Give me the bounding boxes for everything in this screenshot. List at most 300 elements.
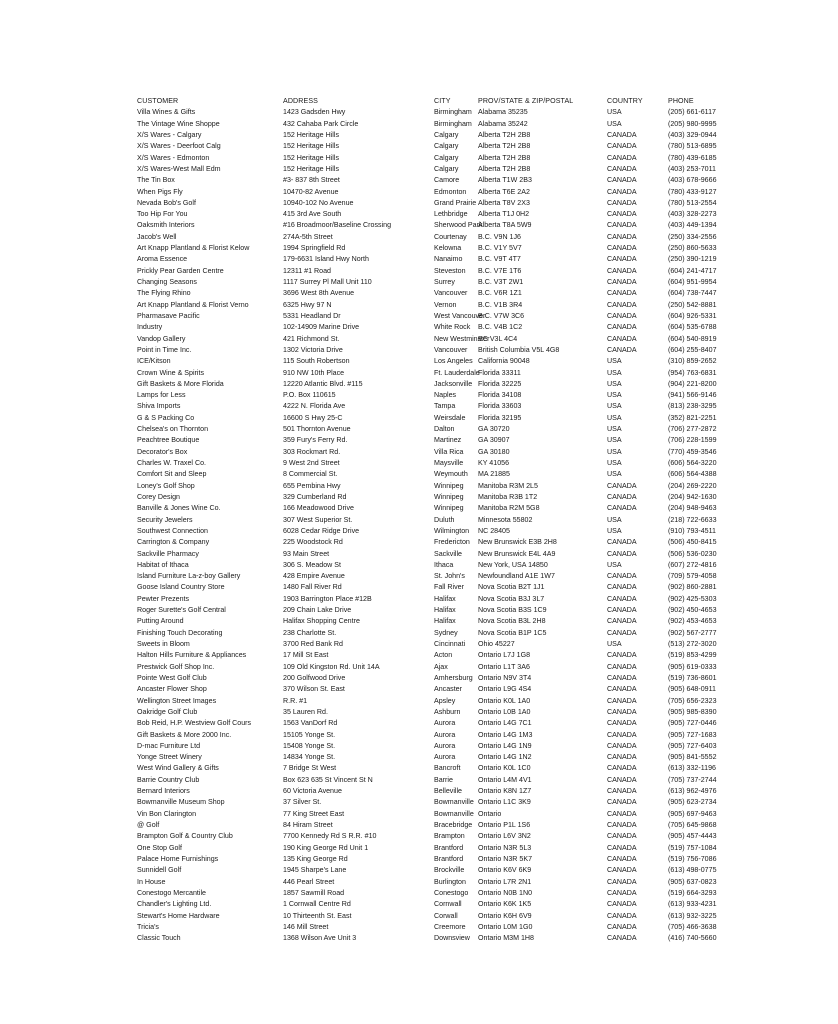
- table-row: [137, 877, 737, 888]
- table-row: [137, 605, 737, 616]
- cell-prov: Alberta T1W 2B3: [478, 176, 532, 185]
- cell-prov: New Brunswick E3B 2H8: [478, 538, 557, 547]
- cell-city: Lethbridge: [434, 210, 468, 219]
- cell-city: Acton: [434, 651, 453, 660]
- cell-address: 209 Chain Lake Drive: [283, 606, 352, 615]
- cell-prov: Minnesota 55802: [478, 515, 533, 524]
- cell-city: Vancouver: [434, 345, 468, 354]
- table-row: [137, 922, 737, 933]
- cell-country: CANADA: [607, 854, 637, 863]
- cell-prov: Ontario L0M 1G0: [478, 922, 533, 931]
- cell-phone: (770) 459-3546: [668, 447, 717, 456]
- cell-city: Cincinnati: [434, 640, 466, 648]
- cell-customer: Sackville Pharmacy: [137, 549, 199, 558]
- cell-city: Bowmanville: [434, 798, 474, 807]
- cell-customer: Jacob's Well: [137, 232, 177, 241]
- cell-prov: BC V3L 4C4: [478, 334, 518, 343]
- cell-phone: (519) 853-4299: [668, 651, 717, 660]
- cell-country: CANADA: [607, 877, 637, 886]
- cell-phone: (905) 985-8390: [668, 707, 717, 716]
- cell-customer: Carrington & Company: [137, 538, 210, 547]
- table-row: [137, 424, 737, 435]
- cell-prov: Alabama 35235: [478, 108, 528, 117]
- cell-city: Sherwood Park: [434, 221, 483, 230]
- table-row: [137, 684, 737, 695]
- cell-customer: Security Jewelers: [137, 515, 193, 524]
- cell-customer: Too Hip For You: [137, 210, 188, 219]
- cell-prov: New Brunswick E4L 4A9: [478, 549, 556, 558]
- cell-country: CANADA: [607, 673, 637, 682]
- table-row: [137, 560, 737, 571]
- table-row: [137, 288, 737, 299]
- cell-prov: B.C. V9T 4T7: [478, 255, 521, 264]
- table-row: [137, 730, 737, 741]
- cell-address: 77 King Street East: [283, 809, 345, 818]
- column-header-address: ADDRESS: [283, 97, 318, 105]
- cell-address: 15408 Yonge St.: [283, 741, 336, 750]
- cell-phone: (902) 860-2881: [668, 583, 717, 592]
- cell-country: CANADA: [607, 142, 637, 151]
- cell-city: Surrey: [434, 278, 455, 286]
- table-row: [137, 141, 737, 152]
- table-row: [137, 300, 737, 311]
- cell-customer: Palace Home Furnishings: [137, 854, 219, 863]
- cell-country: CANADA: [607, 685, 637, 694]
- table-row: [137, 368, 737, 379]
- cell-phone: (205) 661-6117: [668, 108, 716, 117]
- cell-phone: (519) 736-8601: [668, 673, 717, 682]
- cell-prov: Alberta T2H 2B8: [478, 153, 531, 162]
- column-header-prov-state-zip-postal: PROV/STATE & ZIP/POSTAL: [478, 97, 574, 105]
- cell-phone: (780) 513-6895: [668, 142, 717, 151]
- cell-city: Brampton: [434, 832, 465, 841]
- cell-address: 1563 VanDorf Rd: [283, 719, 338, 728]
- table-header-row: [137, 96, 737, 107]
- table-row: [137, 933, 737, 944]
- cell-city: Conestogo: [434, 888, 469, 897]
- cell-customer: Finishing Touch Decorating: [137, 628, 223, 637]
- cell-phone: (250) 542-8881: [668, 300, 717, 309]
- cell-prov: Florida 33311: [478, 368, 521, 377]
- cell-prov: Ontario N9V 3T4: [478, 673, 532, 682]
- cell-city: Aurora: [434, 741, 456, 750]
- cell-city: Cornwall: [434, 900, 462, 909]
- cell-prov: Alberta T8V 2X3: [478, 198, 530, 207]
- cell-city: Villa Rica: [434, 447, 464, 456]
- cell-phone: (902) 453-4653: [668, 617, 717, 626]
- table-row: [137, 447, 737, 458]
- cell-phone: (506) 536-0230: [668, 549, 717, 558]
- cell-address: 135 King George Rd: [283, 854, 348, 863]
- cell-customer: Habitat of Ithaca: [137, 560, 189, 569]
- table-row: [137, 401, 737, 412]
- cell-customer: Ancaster Flower Shop: [137, 685, 207, 694]
- table-row: [137, 526, 737, 537]
- cell-city: Bancroft: [434, 764, 461, 773]
- table-row: [137, 458, 737, 469]
- cell-address: 225 Woodstock Rd: [283, 538, 343, 547]
- cell-customer: Chelsea's on Thornton: [137, 425, 209, 434]
- table-row: [137, 175, 737, 186]
- cell-country: USA: [607, 119, 622, 128]
- cell-country: CANADA: [607, 130, 637, 139]
- customer-address-table: [137, 96, 737, 944]
- cell-city: Ashburn: [434, 707, 461, 716]
- cell-customer: The Vintage Wine Shoppe: [137, 119, 220, 128]
- cell-address: 1994 Springfield Rd: [283, 244, 346, 253]
- cell-country: USA: [607, 515, 622, 524]
- cell-phone: (204) 269-2220: [668, 481, 717, 490]
- cell-prov: Ontario L4G 1N9: [478, 741, 532, 750]
- cell-address: 307 West Superior St.: [283, 515, 353, 524]
- cell-address: P.O. Box 110615: [283, 391, 336, 400]
- cell-city: Grand Prairie: [434, 198, 477, 207]
- cell-customer: When Pigs Fly: [137, 187, 183, 196]
- customer-table-container: [137, 96, 737, 944]
- cell-country: CANADA: [607, 572, 637, 581]
- table-row: [137, 379, 737, 390]
- table-row: [137, 911, 737, 922]
- cell-city: Bracebridge: [434, 821, 473, 829]
- cell-phone: (705) 645-9868: [668, 821, 717, 829]
- cell-city: Brantford: [434, 843, 464, 852]
- table-row: [137, 435, 737, 446]
- cell-city: Vancouver: [434, 289, 468, 298]
- cell-prov: Ontario L4G 1M3: [478, 730, 533, 739]
- cell-address: 6325 Hwy 97 N: [283, 300, 332, 309]
- column-header-customer: CUSTOMER: [137, 97, 179, 105]
- cell-prov: Alabama 35242: [478, 119, 528, 128]
- cell-country: USA: [607, 526, 622, 535]
- cell-customer: Crown Wine & Spirits: [137, 368, 205, 377]
- cell-customer: Point in Time Inc.: [137, 345, 192, 354]
- cell-address: 93 Main Street: [283, 549, 330, 558]
- cell-city: Weymouth: [434, 470, 468, 479]
- cell-prov: Alberta T1J 0H2: [478, 210, 530, 219]
- cell-country: CANADA: [607, 662, 637, 671]
- table-row: [137, 164, 737, 175]
- table-row: [137, 549, 737, 560]
- cell-country: CANADA: [607, 606, 637, 615]
- cell-country: CANADA: [607, 334, 637, 343]
- cell-customer: D-mac Furniture Ltd: [137, 741, 201, 750]
- cell-address: 7 Bridge St West: [283, 764, 337, 773]
- cell-prov: Ohio 45227: [478, 640, 515, 648]
- cell-city: Dalton: [434, 425, 455, 434]
- cell-country: CANADA: [607, 651, 637, 660]
- cell-customer: Corey Design: [137, 492, 180, 501]
- cell-country: USA: [607, 357, 622, 366]
- cell-prov: Ontario N3R 5K7: [478, 854, 533, 863]
- table-row: [137, 616, 737, 627]
- cell-phone: (604) 540-8919: [668, 334, 717, 343]
- table-row: [137, 503, 737, 514]
- cell-prov: B.C. V6R 1Z1: [478, 289, 522, 298]
- cell-country: CANADA: [607, 888, 637, 897]
- table-row: [137, 153, 737, 164]
- cell-phone: (403) 678-9666: [668, 176, 717, 185]
- cell-customer: Tricia's: [137, 922, 159, 931]
- cell-prov: Ontario: [478, 809, 502, 818]
- cell-city: Fredericton: [434, 538, 470, 547]
- cell-country: CANADA: [607, 843, 637, 852]
- table-row: [137, 718, 737, 729]
- table-row: [137, 820, 737, 831]
- table-row: [137, 277, 737, 288]
- cell-address: 421 Richmond St.: [283, 334, 340, 343]
- cell-customer: Changing Seasons: [137, 278, 197, 286]
- cell-prov: Manitoba R3B 1T2: [478, 492, 538, 501]
- table-row: [137, 345, 737, 356]
- table-row: [137, 469, 737, 480]
- cell-city: White Rock: [434, 323, 471, 332]
- table-row: [137, 481, 737, 492]
- cell-address: 655 Pembina Hwy: [283, 481, 341, 490]
- cell-address: 12220 Atlantic Blvd. #115: [283, 379, 363, 388]
- cell-city: Calgary: [434, 153, 459, 162]
- cell-address: 303 Rockmart Rd.: [283, 447, 341, 456]
- cell-address: 1117 Surrey Pl Mall Unit 110: [283, 278, 372, 286]
- cell-country: CANADA: [607, 866, 637, 875]
- cell-city: Ancaster: [434, 685, 462, 694]
- cell-address: 60 Victoria Avenue: [283, 787, 342, 796]
- cell-city: Halifax: [434, 617, 456, 626]
- cell-phone: (613) 498-0775: [668, 866, 717, 875]
- cell-prov: MA 21885: [478, 470, 510, 479]
- cell-phone: (403) 253-7011: [668, 164, 716, 173]
- cell-address: 190 King George Rd Unit 1: [283, 843, 369, 852]
- cell-address: 152 Heritage Hills: [283, 142, 339, 151]
- cell-customer: Art Knapp Plantland & Florist Kelow: [137, 244, 250, 253]
- cell-customer: Banville & Jones Wine Co.: [137, 504, 221, 513]
- cell-prov: Alberta T6E 2A2: [478, 187, 530, 196]
- cell-phone: (604) 255-8407: [668, 345, 717, 354]
- cell-country: CANADA: [607, 289, 637, 298]
- cell-country: CANADA: [607, 210, 637, 219]
- cell-address: 152 Heritage Hills: [283, 153, 339, 162]
- cell-prov: B.C. V7E 1T6: [478, 266, 522, 275]
- cell-prov: Manitoba R3M 2L5: [478, 481, 538, 490]
- cell-prov: New York, USA 14850: [478, 560, 548, 569]
- cell-prov: Ontario K6K 1K5: [478, 900, 532, 909]
- cell-address: 1857 Sawmill Road: [283, 888, 345, 897]
- cell-customer: Chandler's Lighting Ltd.: [137, 900, 212, 909]
- cell-country: USA: [607, 108, 622, 117]
- cell-phone: (250) 860-5633: [668, 244, 717, 253]
- table-row: [137, 775, 737, 786]
- cell-country: CANADA: [607, 628, 637, 637]
- table-row: [137, 232, 737, 243]
- cell-customer: X/S Wares - Deerfoot Calg: [137, 142, 221, 151]
- cell-city: Calgary: [434, 164, 459, 173]
- cell-prov: Alberta T8A 5W9: [478, 221, 532, 230]
- cell-phone: (905) 727-0446: [668, 719, 717, 728]
- cell-phone: (250) 390-1219: [668, 255, 717, 264]
- cell-phone: (813) 238-3295: [668, 402, 717, 411]
- cell-country: CANADA: [607, 832, 637, 841]
- cell-customer: Bob Reid, H.P. Westview Golf Cours: [137, 719, 252, 728]
- table-row: [137, 888, 737, 899]
- cell-phone: (607) 272-4816: [668, 560, 717, 569]
- cell-phone: (910) 793-4511: [668, 526, 716, 535]
- cell-city: West Vancouver: [434, 311, 486, 320]
- table-row: [137, 571, 737, 582]
- cell-address: 446 Pearl Street: [283, 877, 335, 886]
- table-row: [137, 639, 737, 650]
- cell-phone: (352) 821-2251: [668, 413, 717, 422]
- cell-customer: @ Golf: [137, 821, 160, 829]
- cell-prov: B.C. V9N 1J6: [478, 232, 521, 241]
- cell-customer: Sunnidell Golf: [137, 866, 182, 875]
- cell-phone: (905) 457-4443: [668, 832, 717, 841]
- cell-customer: Stewart's Home Hardware: [137, 911, 220, 920]
- cell-country: CANADA: [607, 221, 637, 230]
- cell-address: 14834 Yonge St.: [283, 753, 336, 762]
- cell-phone: (902) 425-5303: [668, 594, 717, 603]
- cell-customer: Southwest Connection: [137, 526, 208, 535]
- cell-prov: Ontario N3R 5L3: [478, 843, 532, 852]
- cell-city: Winnipeg: [434, 504, 464, 513]
- table-row: [137, 865, 737, 876]
- cell-customer: Yonge Street Winery: [137, 753, 202, 762]
- cell-customer: Halton Hills Furniture & Appliances: [137, 651, 247, 660]
- cell-phone: (403) 449-1394: [668, 221, 717, 230]
- table-row: [137, 752, 737, 763]
- table-row: [137, 809, 737, 820]
- cell-phone: (613) 932-3225: [668, 911, 717, 920]
- table-row: [137, 413, 737, 424]
- cell-address: 1945 Sharpe's Lane: [283, 866, 347, 875]
- cell-city: Jacksonville: [434, 379, 473, 388]
- cell-phone: (905) 637-0823: [668, 877, 717, 886]
- cell-city: St. John's: [434, 572, 465, 581]
- cell-country: USA: [607, 447, 622, 456]
- cell-address: 200 Golfwood Drive: [283, 673, 346, 682]
- cell-city: Ajax: [434, 662, 448, 671]
- cell-country: USA: [607, 379, 622, 388]
- cell-prov: B.C. V3T 2W1: [478, 278, 524, 286]
- table-row: [137, 786, 737, 797]
- cell-prov: Florida 34108: [478, 391, 522, 400]
- cell-prov: Ontario L6V 3N2: [478, 832, 531, 841]
- cell-city: Birmingham: [434, 119, 472, 128]
- cell-city: Halifax: [434, 606, 456, 615]
- cell-address: 7700 Kennedy Rd S R.R. #10: [283, 832, 377, 841]
- cell-customer: Putting Around: [137, 617, 184, 626]
- cell-prov: KY 41056: [478, 459, 510, 467]
- cell-address: 109 Old Kingston Rd. Unit 14A: [283, 662, 380, 671]
- table-row: [137, 390, 737, 401]
- cell-customer: Aroma Essence: [137, 255, 188, 264]
- cell-prov: Ontario K0L 1C0: [478, 764, 531, 773]
- cell-city: Los Angeles: [434, 357, 473, 366]
- cell-city: Naples: [434, 391, 457, 400]
- cell-country: CANADA: [607, 934, 637, 943]
- cell-customer: X/S Wares - Edmonton: [137, 153, 210, 162]
- cell-phone: (519) 664-3293: [668, 888, 717, 897]
- cell-city: Martinez: [434, 436, 462, 445]
- cell-address: 10940-102 No Avenue: [283, 198, 354, 207]
- table-row: [137, 650, 737, 661]
- cell-city: Calgary: [434, 142, 459, 151]
- cell-prov: GA 30907: [478, 436, 510, 445]
- cell-country: CANADA: [607, 730, 637, 739]
- cell-city: Calgary: [434, 130, 459, 139]
- cell-phone: (604) 738-7447: [668, 289, 717, 298]
- cell-address: 179-6631 Island Hwy North: [283, 255, 369, 264]
- cell-city: Wilmington: [434, 526, 470, 535]
- cell-phone: (706) 277-2872: [668, 425, 717, 434]
- table-row: [137, 254, 737, 265]
- cell-city: Bowmanville: [434, 809, 474, 818]
- table-row: [137, 831, 737, 842]
- cell-prov: Ontario L1T 3A6: [478, 662, 530, 671]
- cell-phone: (310) 859-2652: [668, 357, 717, 366]
- cell-prov: Nova Scotia B1P 1C5: [478, 628, 547, 637]
- cell-prov: NC 28405: [478, 526, 510, 535]
- cell-prov: Ontario L9G 4S4: [478, 685, 532, 694]
- cell-prov: GA 30180: [478, 447, 510, 456]
- table-row: [137, 843, 737, 854]
- cell-prov: Ontario L4G 7C1: [478, 719, 532, 728]
- cell-phone: (905) 697-9463: [668, 809, 717, 818]
- cell-customer: Nevada Bob's Golf: [137, 198, 196, 207]
- cell-city: Sackville: [434, 549, 462, 558]
- cell-city: Aurora: [434, 753, 456, 762]
- table-row: [137, 854, 737, 865]
- cell-phone: (403) 328-2273: [668, 210, 717, 219]
- cell-country: CANADA: [607, 187, 637, 196]
- cell-prov: Alberta T2H 2B8: [478, 164, 531, 173]
- cell-customer: Classic Touch: [137, 934, 181, 943]
- cell-country: CANADA: [607, 504, 637, 513]
- cell-country: CANADA: [607, 232, 637, 241]
- cell-customer: Charles W. Traxel Co.: [137, 459, 206, 467]
- cell-city: Sydney: [434, 628, 458, 637]
- cell-address: 5331 Headland Dr: [283, 311, 341, 320]
- cell-phone: (613) 933-4231: [668, 900, 717, 909]
- cell-address: 415 3rd Ave South: [283, 210, 342, 219]
- cell-country: CANADA: [607, 549, 637, 558]
- cell-customer: Lamps for Less: [137, 391, 186, 400]
- cell-phone: (250) 334-2556: [668, 232, 717, 241]
- cell-customer: Vandop Gallery: [137, 334, 186, 343]
- cell-customer: In House: [137, 877, 166, 886]
- cell-city: Vernon: [434, 300, 457, 309]
- column-header-country: COUNTRY: [607, 97, 643, 105]
- cell-city: Fall River: [434, 583, 464, 592]
- table-row: [137, 797, 737, 808]
- cell-prov: B.C. V1Y 5V7: [478, 244, 522, 253]
- table-row: [137, 107, 737, 118]
- column-header-phone: PHONE: [668, 97, 694, 105]
- cell-city: Aurora: [434, 719, 456, 728]
- cell-address: Halifax Shopping Centre: [283, 617, 360, 626]
- cell-address: #3- 837 8th Street: [283, 176, 340, 185]
- cell-address: 501 Thornton Avenue: [283, 425, 351, 434]
- cell-address: 12311 #1 Road: [283, 266, 331, 275]
- cell-address: 35 Lauren Rd.: [283, 707, 328, 716]
- cell-customer: The Tin Box: [137, 176, 175, 185]
- cell-country: CANADA: [607, 244, 637, 253]
- cell-phone: (403) 329-0944: [668, 130, 717, 139]
- cell-customer: Sweets in Bloom: [137, 640, 190, 648]
- cell-prov: Ontario L4M 4V1: [478, 775, 532, 784]
- cell-prov: Nova Scotia B3S 1C9: [478, 606, 547, 615]
- cell-address: 1423 Gadsden Hwy: [283, 108, 346, 117]
- cell-phone: (613) 962-4976: [668, 787, 717, 796]
- cell-country: CANADA: [607, 719, 637, 728]
